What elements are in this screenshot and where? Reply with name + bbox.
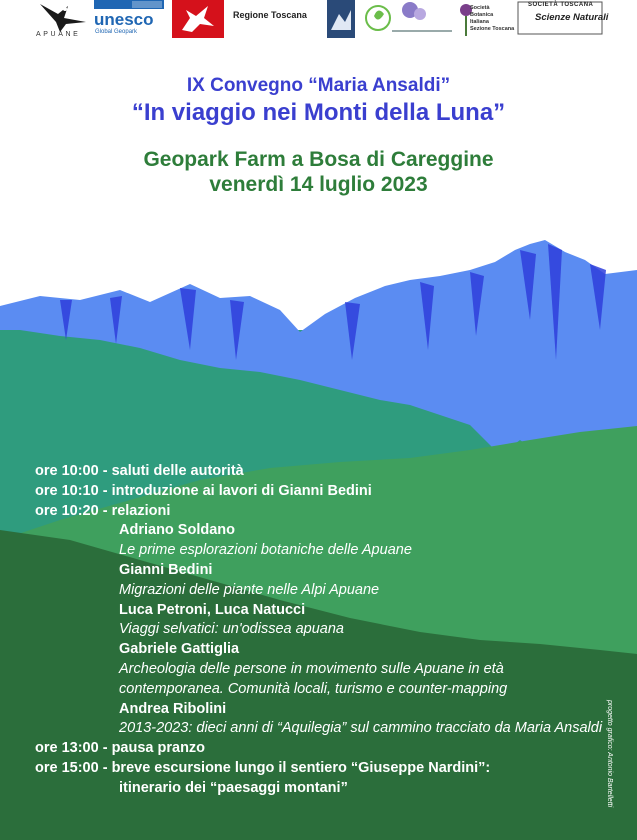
graphic-credit: progetto grafico: Antonio Bartelletti	[606, 700, 613, 808]
logo-strip	[0, 0, 637, 42]
apuane-label: APUANE	[36, 31, 81, 38]
speaker-name: Andrea Ribolini	[119, 700, 227, 717]
date-heading: venerdì 14 luglio 2023	[209, 173, 428, 196]
speaker-name: Gianni Bedini	[119, 561, 213, 578]
program-row: ore 10:00 - saluti delle autorità	[35, 463, 244, 479]
venue-heading: Geopark Farm a Bosa di Careggine	[143, 148, 494, 171]
sts-top-label: SOCIETÀ TOSCANA	[528, 2, 594, 8]
sts-main-label: Scienze Naturali	[535, 12, 609, 23]
program-row-continuation: itinerario dei “paesaggi montani”	[119, 779, 348, 796]
unesco-sub-label: Global Geopark	[95, 29, 138, 35]
green-leaf-logo-icon	[362, 0, 458, 38]
program-row: ore 10:20 - relazioni	[35, 502, 171, 519]
unesco-label: unesco	[94, 10, 154, 29]
apuane-bird-logo-icon	[38, 0, 88, 34]
talk-title: Viaggi selvatici: un'odissea apuana	[119, 621, 344, 638]
program-row: ore 15:00 - breve escursione lungo il sentiero “Giuseppe Nardini”:	[35, 759, 491, 776]
speaker-name: Gabriele Gattiglia	[119, 641, 240, 658]
event-title: “In viaggio nei Monti della Luna”	[131, 99, 506, 126]
program-list	[35, 462, 635, 799]
speaker-name: Luca Petroni, Luca Natucci	[119, 601, 306, 618]
toscana-pegasus-flag-icon	[172, 0, 224, 38]
speaker-name: Adriano Soldano	[119, 522, 235, 539]
program-row: ore 10:10 - introduzione ai lavori di Gianni Bedini	[35, 482, 372, 499]
talk-title: Le prime esplorazioni botaniche delle Apuane	[119, 542, 412, 559]
talk-title: Archeologia delle persone in movimento sulle Apuane in età contemporanea. Comunità locali, turismo e counter-mapping	[119, 660, 508, 697]
talk-title: Migrazioni delle piante nelle Alpi Apuane	[119, 581, 380, 598]
sbi-label: Società Botanica Italiana Sezione Toscana	[470, 5, 515, 32]
title-block	[0, 74, 637, 197]
talk-title: 2013-2023: dieci anni di “Aquilegia” sul cammino tracciato da Maria Ansaldi	[119, 720, 603, 737]
convegno-heading: IX Convegno “Maria Ansaldi”	[186, 75, 451, 96]
regional-park-logo-icon	[325, 0, 357, 38]
region-label: Regione Toscana	[233, 10, 307, 20]
program-row: ore 13:00 - pausa pranzo	[35, 740, 206, 757]
